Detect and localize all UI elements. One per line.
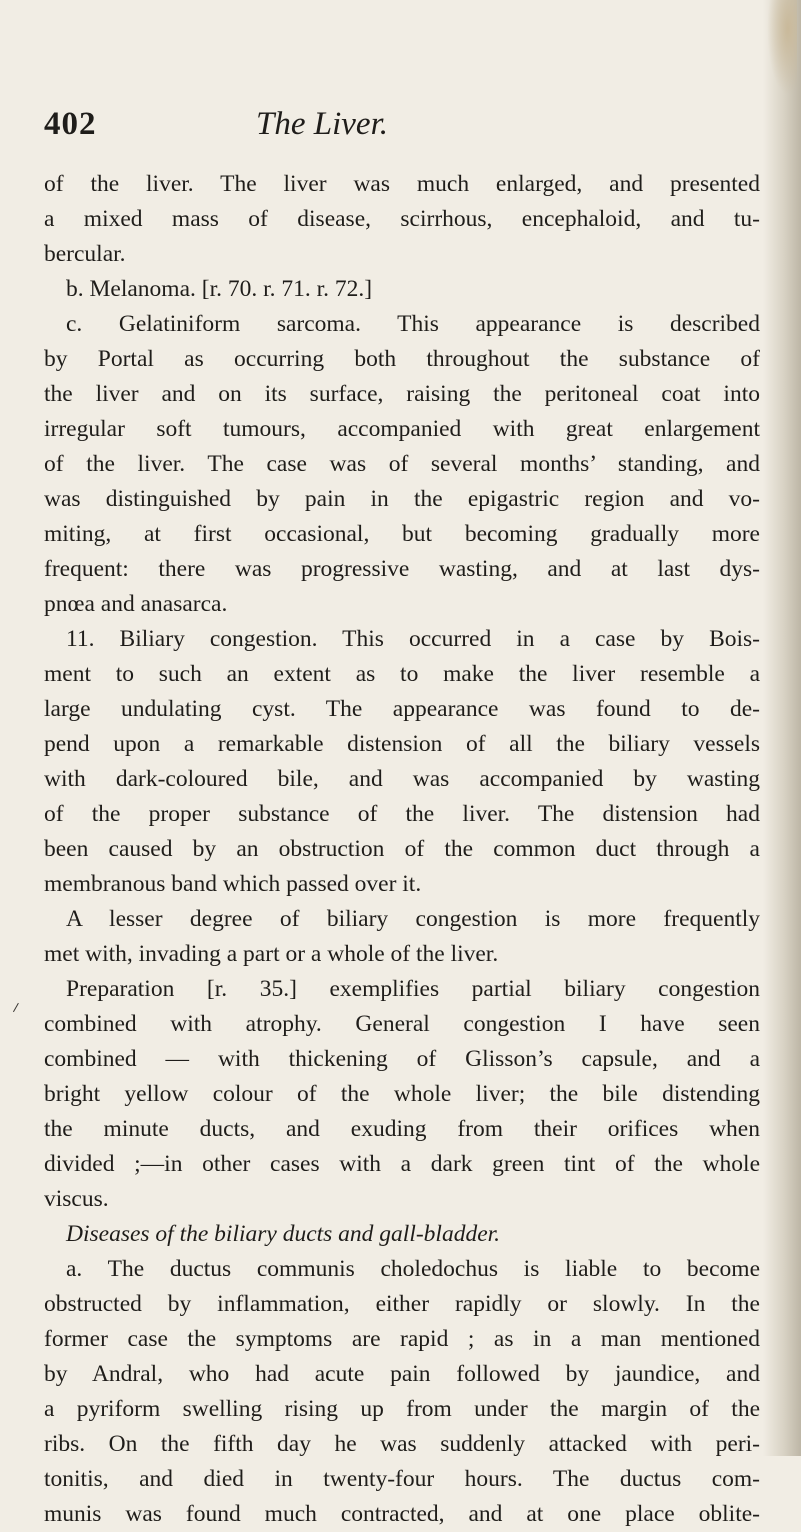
text-line: a. The ductus communis choledochus is liable to become — [66, 1256, 760, 1282]
text-line: was distinguished by pain in the epigastric region and vo- — [44, 486, 760, 512]
text-line: viscus. — [44, 1186, 109, 1212]
text-line: munis was found much contracted, and at one place oblite- — [44, 1501, 760, 1527]
text-line: miting, at first occasional, but becoming gradually more — [44, 521, 760, 547]
text-line: obstructed by inflammation, either rapidly or slowly. In the — [44, 1291, 760, 1317]
text-line: former case the symptoms are rapid ; as in a man mentioned — [44, 1326, 760, 1352]
text-line: Preparation [r. 35.] exemplifies partial biliary congestion — [66, 976, 760, 1002]
text-line: bright yellow colour of the whole liver; the bile distending — [44, 1081, 760, 1107]
text-line: the liver and on its surface, raising the peritoneal coat into — [44, 381, 760, 407]
text-line: membranous band which passed over it. — [44, 871, 422, 897]
text-line: been caused by an obstruction of the common duct through a — [44, 836, 760, 862]
running-title: The Liver. — [256, 106, 388, 142]
page-header — [44, 100, 704, 148]
text-line: by Portal as occurring both throughout the substance of — [44, 346, 760, 372]
text-line: pnœa and anasarca. — [44, 591, 228, 617]
text-line: irregular soft tumours, accompanied with great enlargement — [44, 416, 760, 442]
text-line: ribs. On the fifth day he was suddenly attacked with peri- — [44, 1431, 760, 1457]
text-line: a pyriform swelling rising up from under the margin of the — [44, 1396, 760, 1422]
text-line: b. Melanoma. [r. 70. r. 71. r. 72.] — [66, 276, 373, 302]
page-edge-shadow — [763, 0, 801, 1456]
text-line: A lesser degree of biliary congestion is more frequently — [66, 906, 760, 932]
text-line: combined with atrophy. General congestion I have seen — [44, 1011, 760, 1037]
page-body — [44, 167, 760, 1532]
text-line: by Andral, who had acute pain followed by jaundice, and — [44, 1361, 760, 1387]
page-number: 402 — [44, 106, 97, 142]
text-line: large undulating cyst. The appearance was found to de- — [44, 696, 760, 722]
text-line: of the proper substance of the liver. The distension had — [44, 801, 760, 827]
text-line: the minute ducts, and exuding from their orifices when — [44, 1116, 760, 1142]
text-line: with dark-coloured bile, and was accompanied by wasting — [44, 766, 760, 792]
section-heading: Diseases of the biliary ducts and gall-bladder. — [66, 1221, 501, 1247]
text-line: c. Gelatiniform sarcoma. This appearance is described — [66, 311, 760, 337]
text-line: of the liver. The liver was much enlarged, and presented — [44, 171, 760, 197]
text-line: combined — with thickening of Glisson’s capsule, and a — [44, 1046, 760, 1072]
text-line: bercular. — [44, 241, 126, 267]
text-line: ment to such an extent as to make the liver resemble a — [44, 661, 760, 687]
text-line: tonitis, and died in twenty-four hours. The ductus com- — [44, 1466, 760, 1492]
margin-mark — [13, 1003, 24, 1015]
text-line: of the liver. The case was of several months’ standing, and — [44, 451, 760, 477]
page-stain — [767, 0, 797, 95]
text-line: frequent: there was progressive wasting, and at last dys- — [44, 556, 760, 582]
text-line: met with, invading a part or a whole of the liver. — [44, 941, 499, 967]
text-line: divided ;—in other cases with a dark green tint of the whole — [44, 1151, 760, 1177]
text-line: a mixed mass of disease, scirrhous, encephaloid, and tu- — [44, 206, 760, 232]
text-line: 11. Biliary congestion. This occurred in a case by Bois- — [66, 626, 760, 652]
text-line: pend upon a remarkable distension of all the biliary vessels — [44, 731, 760, 757]
